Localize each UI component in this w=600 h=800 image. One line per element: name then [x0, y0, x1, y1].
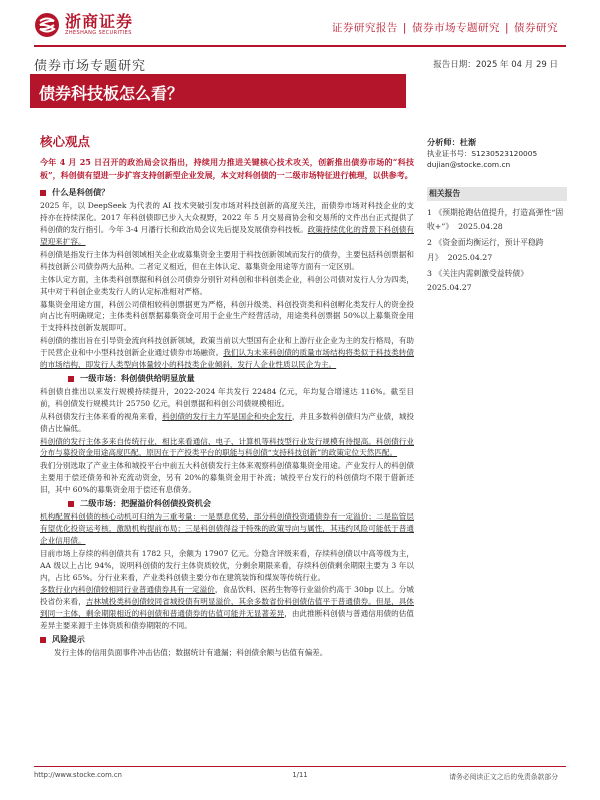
bullet-square-icon — [40, 637, 46, 643]
bullet-square-icon — [68, 376, 74, 382]
paragraph: 科创债是指发行主体为科创领域相关企业或募集资金主要用于科技创新领域而发行的债券，主要包括科创票据和科技创新公司债券两大品种。二者定义相近，但在主体认定、募集资金用途等方面有一定区别。 — [40, 249, 414, 271]
related-report-item[interactable]: 1 《预期抢跑估值提升，打造高弹性“固收+”》 2025.04.28 — [427, 208, 564, 232]
paragraph: 2025 年，以 DeepSeek 为代表的 AI 技术突破引发市场对科技创新的高度关注，而债券市场对科技企业的支持亦在持续深化。2017 年科创债即已步入大众视野，2022 年 5 月交易商协会和交易所的文件出台正式提供了科创债的发行指引。今年 3-4 月潘行长和政治局会议先后提及发展债券科技板。政策持续优化的背景下科创债有望迎来扩容。 — [40, 201, 414, 247]
section-heading-what: 什么是科创债？ — [40, 187, 414, 199]
paragraph: 科创债的发行主体多来自传统行业，相比来看通信、电子、计算机等科技型行业发行规模有待提高。科创债行业分布与募投资金用途高度匹配，原因在于产投类平台的职能与科创债“支持科技创新”的政策定位天然匹配。 — [40, 436, 414, 458]
page-title: 债券科技板怎么看？ — [39, 84, 184, 103]
nav-item-research-report: 证券研究报告 — [331, 22, 398, 34]
lead-paragraph: 今年 4 月 25 日召开的政治局会议指出，持续用力推进关键核心技术攻关，创新推出债券市场的“科技板”，科创债有望进一步扩容支持创新型企业发展，本文对科创债的一二级市场特征进行梳理，以供参考。 — [40, 157, 414, 181]
section-heading-secondary: 二级市场：把握溢价科创债投资机会 — [40, 498, 414, 510]
main-column — [40, 156, 414, 660]
company-logo — [34, 12, 133, 38]
core-heading: 核心观点 — [40, 134, 91, 149]
footer-url[interactable]: http://www.stocke.com.cn — [34, 771, 122, 779]
related-report-item[interactable]: 3 《关注内需刺激受益转债》 2025.04.27 — [427, 268, 529, 293]
related-report-item[interactable]: 2 《资金面均衡运行，预计平稳跨月》 2025.04.27 — [427, 238, 544, 262]
title-bar — [30, 74, 406, 108]
paragraph: 多数行业内科创债较相同行业普通债券具有一定溢价，食品饮料、医药生物等行业溢价约高于 30bp 以上。分城投省份来看，吉林城投类科创债较同省城投债有明显溢价，其余多数省份科创债估值平于普通债券。但是，具体到同一主体，剩余期限相近的科创债和普通债券的估值可能并无显著差异，由此推断科创债与普通信用债的估值差异主要来源于主体资质和债券期限的不同。 — [40, 585, 415, 631]
analyst-cert: 执业证书号：S1230523120005 — [427, 149, 538, 158]
paragraph: 我们分别选取了产业主体和城投平台中前五大科创债发行主体来观察科创债募集资金用途。产业发行人的科创债主要用于偿还债务和补充流动资金，另有 20%的募集资金用于补流；城投平台发行的科创债均不限于借新还旧，其中 60%的募集资金用于偿还有息债务。 — [40, 461, 414, 495]
logo-icon — [34, 12, 60, 38]
section-heading-risk: 风险提示 — [40, 634, 414, 646]
related-reports-heading: 相关报告 — [427, 187, 567, 201]
nav-item-bond-research: 债券研究 — [514, 22, 558, 34]
paragraph: 主体认定方面，主体类科创票据和科创公司债券分别针对科创和非科创类企业，科创公司债对发行人分为四类，其中对于科创企业类发行人的认定标准相对严格。 — [40, 274, 414, 296]
paragraph: 募集资金用途方面，科创公司债相较科创票据更为严格，科创升级类、科创投资类和科创孵化类发行人的资金投向占比有明确规定；主体类科创票据募集资金可用于企业生产经营活动，用途类科创票据 50%以上募集资金用于支持科技创新发展即可。 — [40, 299, 414, 333]
footer-disclaimer: 请务必阅读正文之后的免责条款部分 — [449, 773, 558, 781]
bullet-square-icon — [68, 501, 74, 507]
risk-paragraph: 发行主体的信用负面事件冲击估值；数据统计有遗漏；科创债余额与估值有偏差。 — [54, 647, 328, 657]
paragraph: 机构配置科创债的核心动机可归纳为三重考量：一是票息优势，部分科创债投资通债券有一定溢价；二是监管层有望优化投资运考核，激励机构提前布局；三是科创债得益于特殊的政策导向与属性，其违约风险可能低于普通企业信用债。 — [40, 511, 414, 545]
nav-item-bond-topic: 债券市场专题研究 — [411, 22, 500, 34]
paragraph: 从科创债发行主体来看的视角来看，科创债的发行主力军是国企和央企发行，并且多数科创债归为产业债，城投债占比偏低。 — [40, 411, 415, 433]
logo-en: ZHESHANG SECURITIES — [65, 30, 132, 36]
paragraph: 科创债的推出旨在引导资金流向科技创新领域，政策当前以大型国有企业和上游行业企业为主的发行格局，有助于民营企业和中小型科技创新企业通过债券市场融资。我们认为未来科创债的质量市场结构将类似于科技类转债的市场结构，即发行人类型向体量较小的科技类企业倾斜，发行人企业性质以民企为主。 — [40, 336, 414, 370]
doc-type: 债券市场专题研究 — [34, 59, 147, 74]
section-heading-primary: 一级市场：科创债供给明显放量 — [40, 373, 414, 385]
paragraph: 科创债自推出以来发行规模持续提升，2022-2024 年共发行 22484 亿元，年均复合增速达 116%。截至目前，科创债发行规模共计 25750 亿元，科创票据和科创公司债规模相近。 — [40, 386, 414, 408]
header-divider — [34, 45, 566, 47]
logo-cn: 浙商证券 — [65, 12, 134, 31]
paragraph: 目前市场上存续的科创债共有 1782 只，余额为 17907 亿元。分隐含评级来看，存续科创债以中高等级为主，AA 级以上占比 94%，说明科创债的发行主体资质较优，分剩余期限来看，存续科创债剩余期限主要为 3 年以内，占比 65%。分行业来看，产业类科创债主要分布在建筑装饰和煤炭等传统行业。 — [40, 548, 414, 582]
footer-divider — [34, 766, 566, 767]
analyst-email[interactable]: dujian@stocke.com.cn — [427, 160, 511, 169]
page-number: 1/11 — [292, 771, 308, 779]
report-date: 报告日期：2025 年 04 月 29 日 — [433, 60, 558, 70]
sidebar — [427, 136, 567, 297]
related-reports-list — [427, 206, 567, 295]
analyst-name: 分析师：杜渐 — [427, 137, 477, 147]
page-header — [0, 0, 600, 48]
bullet-square-icon — [40, 190, 46, 196]
header-breadcrumb: 证券研究报告 | 债券市场专题研究 | 债券研究 — [331, 22, 558, 34]
